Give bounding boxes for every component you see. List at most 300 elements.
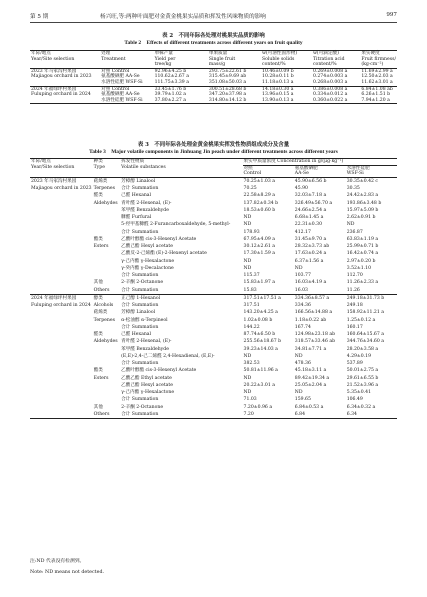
value-cell: 50.81±11.96 a: [243, 368, 278, 374]
value-cell: 10.46±0.09 b: [262, 68, 294, 74]
header-cell: 氨基酸硒肥: [294, 165, 318, 171]
table-row: [30, 375, 397, 382]
header-cell: 种类: [93, 159, 121, 166]
table2-caption-en: Table 2 Effects of different treatments across different years on fruit quality: [124, 40, 303, 46]
type-cell: [93, 360, 121, 367]
substance-cell: γ-己内酯 γ-Hexalactone: [121, 258, 175, 264]
substance-cell: 合计 Summation: [121, 287, 159, 293]
substance-cell: 乙酸叶醇酯 cis-3-Hexenyl Acetate: [121, 368, 197, 374]
type-cell: [93, 250, 121, 257]
value-cell: 11.62±3.01 a: [361, 79, 393, 85]
table-row: [30, 98, 397, 104]
site-cell: [30, 243, 93, 250]
value-cell: 103.77: [294, 273, 311, 279]
type-cell: Others: [93, 287, 110, 293]
value-cell: 11.26: [346, 287, 360, 293]
table3-header-row: [30, 159, 397, 166]
table-row: [30, 404, 397, 411]
header-cell: Volatile substances: [121, 165, 166, 171]
site-cell: [30, 229, 93, 236]
type-cell: [93, 353, 121, 360]
value-cell: 7.20: [243, 411, 294, 419]
value-cell: ND: [243, 222, 252, 228]
type-cell: 萜烯类: [93, 310, 108, 316]
substance-cell: 芳樟醇 Linalool: [121, 178, 156, 184]
site-cell: [30, 404, 93, 411]
value-cell: 13.90±0.13 a: [261, 98, 312, 104]
table-row: [30, 367, 397, 374]
value-cell: 28.20±3.58 a: [346, 346, 379, 352]
table-row: [30, 317, 397, 324]
table-row: [30, 287, 397, 295]
header-cell: Control: [243, 171, 294, 177]
substance-cell: 苯甲醛 Benzaldehyde: [121, 346, 169, 352]
value-cell: 326.49±56.70 a: [294, 200, 333, 206]
type-cell: [93, 396, 121, 403]
substance-cell: 5-羟甲基糠醛 2-Furancarboxaldehyde, 5-methyl-: [121, 222, 231, 228]
substance-cell: 乙酸反-2-己烯酯 (E)-2-Hexenyl acetate: [121, 251, 207, 257]
site-cell: [30, 338, 93, 345]
substance-cell: 合计 Summation: [121, 229, 159, 235]
value-cell: 6.84±0.53 a: [294, 404, 324, 410]
page-number: 997: [386, 12, 397, 18]
value-cell: ND: [294, 265, 303, 271]
value-cell: 0.334±0.012 a: [312, 92, 348, 98]
type-cell: Others: [93, 411, 121, 419]
type-cell: 酯类: [93, 236, 103, 242]
value-cell: 106.49: [346, 397, 363, 403]
value-cell: 21.52±3.96 a: [346, 382, 379, 388]
value-cell: 160.64±15.67 a: [346, 332, 384, 338]
site-cell: [30, 258, 93, 265]
table3: [30, 158, 397, 419]
value-cell: 31.45±9.70 a: [294, 236, 327, 242]
value-cell: 25.05±2.04 a: [294, 382, 327, 388]
value-cell: 6.68±1.45 a: [294, 215, 324, 221]
note-zh: 注:ND 代表没有检测到。: [30, 559, 85, 564]
table-row: [30, 324, 397, 331]
header-cell: Single fruit: [208, 56, 236, 62]
table-row: [30, 258, 397, 265]
table-row: [30, 411, 397, 419]
value-cell: 255.56±18.67 b: [243, 339, 282, 345]
value-cell: 159.65: [294, 397, 311, 403]
value-cell: 4.29±0.19: [346, 353, 372, 359]
value-cell: 39.79±1.02 a: [154, 92, 187, 98]
type-cell: 醛类: [93, 193, 103, 199]
substance-cell: 2-辛酮 2-Octanone: [121, 280, 164, 286]
value-cell: 382.53: [243, 361, 260, 367]
running-header: [30, 12, 397, 23]
value-cell: 10.28±0.11 b: [262, 74, 294, 80]
value-cell: 249.18: [346, 303, 363, 309]
site-cell: [30, 192, 93, 199]
table2-caption: [30, 33, 397, 47]
value-cell: ND: [243, 353, 252, 359]
header-cell: Year/Site selection: [31, 56, 75, 62]
header-span-cell: 果实中质量浓度 Concentration in g/(μg·kg⁻¹): [243, 159, 397, 166]
value-cell: 50.01±2.75 a: [346, 368, 379, 374]
value-cell: 314.80±14.12 b: [208, 98, 261, 104]
header-cell: mass/g: [208, 62, 261, 68]
value-cell: 0.386±0.008 a: [312, 86, 360, 92]
table2-caption-zh: 表 2 不同年际各处理对桃果实品质的影响: [162, 33, 265, 39]
table-row: [30, 279, 397, 286]
table-row: [30, 200, 397, 207]
value-cell: 6.34±0.32 a: [346, 404, 376, 410]
value-cell: 193.86±3.48 b: [346, 200, 382, 206]
table-row: [30, 396, 397, 403]
value-cell: 45.18±3.11 a: [294, 368, 327, 374]
substance-cell: 己醛 Hexanal: [121, 193, 151, 199]
header-cell: 果实硬度: [360, 51, 397, 57]
table-row: [30, 243, 397, 250]
value-cell: 167.74: [294, 324, 311, 330]
site-cell: [30, 250, 93, 257]
substance-cell: 正己醇 1-Hexanol: [120, 294, 242, 302]
site-cell: Majiagou orchard in 2023: [31, 186, 92, 192]
header-cell: content/%: [261, 62, 312, 68]
header-cell: 年际/地点: [30, 51, 100, 57]
header-cell: 挥发性物质: [120, 159, 242, 166]
site-cell: [30, 411, 93, 419]
site-cell: [30, 389, 93, 396]
substance-cell: 乙酸乙酯 Ethyl acetate: [121, 375, 172, 381]
type-cell: Terpenes: [93, 186, 115, 192]
value-cell: 6.37±1.56 a: [294, 258, 324, 264]
substance-cell: (E,E)-2,4-己二烯醛 2,4-Hexadienal, (E,E)-: [121, 353, 215, 359]
site-cell: 2024 年福绿坪村果园: [30, 294, 93, 302]
site-cell: [30, 207, 93, 214]
header-cell: w(可滴定酸): [312, 51, 360, 57]
site-cell: [30, 346, 93, 353]
type-cell: Esters: [93, 244, 109, 250]
table-row: [30, 353, 397, 360]
value-cell: 24.66±2.54 a: [294, 207, 327, 213]
value-cell: 6.84±1.08 ab: [360, 86, 397, 92]
value-cell: 178.93: [243, 229, 260, 235]
value-cell: 70.25: [243, 186, 257, 192]
type-cell: 萜烯类: [93, 178, 108, 184]
note-en: Note: ND means not detected.: [30, 570, 105, 575]
value-cell: 317.51±17.51 a: [243, 294, 294, 302]
value-cell: 2.97±0.20 b: [346, 258, 376, 264]
value-cell: ND: [243, 390, 252, 396]
header-cell: 水溶性硅肥: [346, 165, 370, 171]
value-cell: 315.45±9.69 ab: [208, 74, 247, 80]
value-cell: ND: [346, 222, 355, 228]
value-cell: 7.94±1.20 a: [360, 98, 397, 104]
value-cell: 0.274±0.003 a: [312, 74, 348, 80]
value-cell: 347.20±37.98 a: [208, 92, 247, 98]
treatment-cell: 水溶性硅肥 WSF-Si: [100, 98, 153, 104]
value-cell: 143.20±4.25 a: [243, 310, 278, 316]
table-row: [30, 92, 397, 98]
header-cell: (kg·cm⁻²): [360, 62, 397, 68]
value-cell: 29.61±6.55 b: [346, 375, 379, 381]
value-cell: 13.96±0.15 a: [262, 92, 294, 98]
type-cell: [93, 229, 121, 236]
value-cell: ND: [243, 258, 252, 264]
value-cell: 14.18±0.30 a: [261, 86, 312, 92]
value-cell: 5.35±0.41: [346, 390, 372, 396]
value-cell: 293.75±22.61 b: [208, 68, 247, 74]
site-cell: [30, 396, 93, 403]
type-cell: [93, 265, 121, 272]
value-cell: ND: [243, 375, 252, 381]
table3-caption-zh: 表 3 不同年际各处理金黄金桃果实挥发性物质组成成分及含量: [137, 142, 290, 148]
substance-cell: γ-癸内酯 γ-Decalactone: [121, 265, 174, 271]
value-cell: 1.25±0.12 a: [346, 317, 376, 323]
header-cell: Titration acid: [312, 56, 345, 62]
value-cell: 334.36: [294, 303, 311, 309]
substance-cell: 合计 Summation: [121, 273, 159, 279]
table-row: [30, 185, 397, 192]
value-cell: 30.12±2.61 a: [243, 244, 275, 250]
value-cell: 24.42±2.83 a: [346, 193, 379, 199]
header-cell: Type: [93, 165, 105, 171]
site-cell: [30, 375, 93, 382]
value-cell: 110.62±2.67 a: [154, 74, 189, 80]
header-cell: 单株产量: [154, 51, 208, 57]
site-cell: [30, 236, 93, 243]
value-cell: 124.98±23.18 ab: [294, 332, 336, 338]
type-cell: [93, 346, 121, 353]
value-cell: 111.75±3.39 a: [154, 79, 189, 85]
value-cell: 249.18±31.73 b: [346, 294, 397, 302]
table-row: [30, 207, 397, 214]
value-cell: 6.34: [346, 411, 397, 419]
type-cell: Alcohols: [93, 303, 114, 309]
treatment-cell: 氨基酸硒肥 AA-Se: [101, 92, 140, 98]
substance-cell: 合计 Summation: [121, 361, 159, 367]
table-row: [30, 229, 397, 236]
site-cell: 2023 年马家沟村果园: [31, 178, 77, 184]
site-cell: [30, 221, 93, 228]
value-cell: 317.51: [243, 303, 260, 309]
value-cell: ND: [294, 390, 303, 396]
site-cell: [30, 331, 93, 338]
treatment-cell: 对照 Control: [101, 68, 130, 74]
value-cell: 15.83: [243, 287, 257, 293]
type-cell: [93, 214, 121, 221]
type-cell: [93, 382, 121, 389]
site-cell: [30, 200, 93, 207]
value-cell: 22.31±0.30: [294, 222, 323, 228]
table2: [30, 50, 397, 104]
substance-cell: 青叶醛 2-Hexenal, (E)-: [121, 339, 172, 345]
value-cell: 34.81±7.71 a: [294, 346, 327, 352]
value-cell: 0.268±0.003 a: [312, 79, 348, 85]
running-title: 杨兴旺,等:两种叶面肥对金黄金桃果实品质和挥发性风味物质的影响: [100, 14, 266, 20]
header-cell: Year/Site selection: [31, 165, 75, 171]
table-row: [30, 294, 397, 302]
value-cell: 115.37: [243, 273, 260, 279]
value-cell: 92.96±4.25 b: [154, 68, 187, 74]
table-row: [30, 272, 397, 279]
value-cell: 71.03: [243, 397, 257, 403]
table-row: [30, 331, 397, 338]
site-cell: Fuluping orchard in 2024: [31, 92, 91, 98]
value-cell: 39.23±14.03 a: [243, 346, 278, 352]
value-cell: 15.97±5.09 b: [346, 207, 379, 213]
table-row: [30, 360, 397, 367]
substance-cell: 芳樟醇 Linalool: [121, 310, 156, 316]
header-cell: Treatment: [101, 56, 126, 62]
header-cell: WSF-Si: [346, 171, 397, 177]
value-cell: 537.89: [346, 361, 363, 367]
value-cell: 2.62±0.91 b: [346, 215, 376, 221]
header-cell: AA-Se: [294, 171, 346, 177]
type-cell: 其他: [93, 280, 103, 286]
value-cell: 137.82±0.34 b: [243, 200, 279, 206]
table3-caption: [30, 142, 397, 156]
value-cell: 45.90: [294, 186, 308, 192]
site-cell: 2024 年福绿坪村果园: [30, 86, 100, 92]
value-cell: 6.26±1.51 b: [361, 92, 391, 98]
value-cell: 11.26±2.33 a: [346, 280, 379, 286]
type-cell: Aldehydes: [93, 200, 118, 206]
value-cell: 28.32±3.73 ab: [294, 244, 330, 250]
header-cell: tree/kg: [154, 62, 208, 68]
header-cell: Yield per: [154, 56, 176, 62]
substance-cell: 青叶醛 2-Hexenal, (E)-: [121, 200, 172, 206]
site-cell: [30, 287, 93, 295]
site-cell: [30, 309, 93, 316]
type-cell: 酯类: [93, 368, 103, 374]
type-cell: 醇类: [93, 294, 121, 302]
substance-cell: 乙酸己酯 Hexyl acetate: [121, 382, 173, 388]
substance-cell: 苯甲醛 Benzaldehyde: [121, 207, 169, 213]
table-row: [30, 250, 397, 257]
value-cell: 32.03±7.18 a: [294, 193, 327, 199]
table-row: [30, 302, 397, 309]
treatment-cell: 水溶性硅肥 WSF-Si: [101, 79, 143, 85]
value-cell: 112.70: [346, 273, 363, 279]
substance-cell: 合计 Summation: [120, 411, 242, 419]
value-cell: 22.58±8.29 a: [243, 193, 275, 199]
site-cell: [30, 272, 93, 279]
table-row: [30, 338, 397, 345]
value-cell: 18.53±0.60 b: [243, 207, 276, 213]
substance-cell: α-松油醇 α-Terpineol: [121, 317, 168, 323]
value-cell: ND: [294, 353, 303, 359]
treatment-cell: 对照 Control: [100, 86, 153, 92]
value-cell: 87.74±6.50 b: [243, 332, 276, 338]
value-cell: 70.25±1.03 a: [243, 178, 275, 184]
value-cell: 0.360±0.022 a: [312, 98, 360, 104]
table3-caption-en: Table 3 Major volatile components in Jinhuang Jin peach under different treatments across different years: [89, 149, 338, 155]
table-row: [30, 346, 397, 353]
value-cell: 11.18±0.13 a: [262, 79, 294, 85]
type-cell: [93, 324, 121, 331]
value-cell: 1.02±0.08 b: [243, 317, 273, 323]
value-cell: 16.03: [294, 287, 308, 293]
value-cell: 344.76±34.60 a: [346, 339, 384, 345]
issue-number: 第 5 期: [30, 14, 49, 20]
header-cell: 处理: [100, 51, 153, 57]
header-cell: Soluble solids: [262, 56, 295, 62]
substance-cell: γ-己内酯 γ-Hexalactone: [121, 390, 175, 396]
value-cell: 0.269±0.008 a: [312, 68, 348, 74]
value-cell: 67.95±4.09 a: [243, 236, 275, 242]
value-cell: 3.52±1.10: [346, 265, 372, 271]
value-cell: 16.03±4.19 a: [294, 280, 327, 286]
value-cell: 30.35±0.42 c: [346, 178, 378, 184]
table-row: [30, 309, 397, 316]
substance-cell: 乙酸叶醇酯 cis-3-Hexenyl Acetate: [121, 236, 197, 242]
type-cell: [93, 207, 121, 214]
value-cell: 351.08±50.03 a: [208, 79, 247, 85]
type-cell: Esters: [93, 375, 109, 381]
site-cell: [30, 265, 93, 272]
table-row: [30, 265, 397, 272]
value-cell: ND: [243, 215, 252, 221]
type-cell: [93, 258, 121, 265]
table-notes: [30, 556, 104, 578]
value-cell: 412.17: [294, 229, 311, 235]
site-cell: [30, 324, 93, 331]
value-cell: 478.36: [294, 361, 311, 367]
value-cell: 236.87: [346, 229, 363, 235]
value-cell: 17.63±0.24 a: [294, 251, 327, 257]
value-cell: 45.90±6.56 b: [294, 178, 327, 184]
substance-cell: 合计 Summation: [121, 324, 159, 330]
header-cell: 年际/地点: [30, 159, 93, 166]
site-cell: Fuluping orchard in 2024: [31, 303, 91, 309]
table-row: [30, 214, 397, 221]
type-cell: 醛类: [93, 332, 103, 338]
table-row: [30, 382, 397, 389]
header-cell: 单果质量: [208, 51, 261, 57]
header-cell: Fruit firmness/: [361, 56, 396, 62]
value-cell: 16.42±0.74 a: [346, 251, 379, 257]
value-cell: 144.22: [243, 324, 260, 330]
treatment-cell: 氨基酸硒肥 AA-Se: [101, 74, 140, 80]
value-cell: 7.20±0.96 a: [243, 404, 273, 410]
value-cell: 318.57±33.46 ab: [294, 339, 336, 345]
table-row: [30, 236, 397, 243]
value-cell: 1.18±0.22 ab: [294, 317, 327, 323]
value-cell: 63.83±1.19 a: [346, 236, 379, 242]
value-cell: 166.56±14.88 a: [294, 310, 333, 316]
value-cell: 300.51±28.68 b: [208, 86, 261, 92]
value-cell: 158.92±11.21 a: [346, 310, 384, 316]
type-cell: 其他: [93, 404, 103, 410]
header-cell: w(可溶性固形物): [261, 51, 312, 57]
type-cell: Terpenes: [93, 317, 115, 323]
value-cell: 33.45±1.76 b: [154, 86, 208, 92]
substance-cell: 2-辛酮 2-Octanone: [121, 404, 164, 410]
value-cell: 37.80±2.27 a: [154, 98, 208, 104]
site-cell: [30, 98, 100, 104]
site-cell: 2023 年马家沟村果园: [31, 68, 77, 74]
site-cell: [30, 360, 93, 367]
value-cell: 160.17: [346, 324, 363, 330]
type-cell: Aldehydes: [93, 339, 118, 345]
value-cell: 12.50±2.03 a: [361, 74, 393, 80]
type-cell: [93, 221, 121, 228]
table-row: [30, 177, 397, 185]
table-row: [30, 221, 397, 228]
header-cell: 对照: [243, 165, 253, 171]
value-cell: 6.84: [294, 411, 346, 419]
site-cell: [30, 367, 93, 374]
value-cell: 30.35: [346, 186, 360, 192]
type-cell: [93, 389, 121, 396]
value-cell: 89.42±19.34 a: [294, 375, 330, 381]
value-cell: 11.69±2.99 a: [361, 68, 393, 74]
